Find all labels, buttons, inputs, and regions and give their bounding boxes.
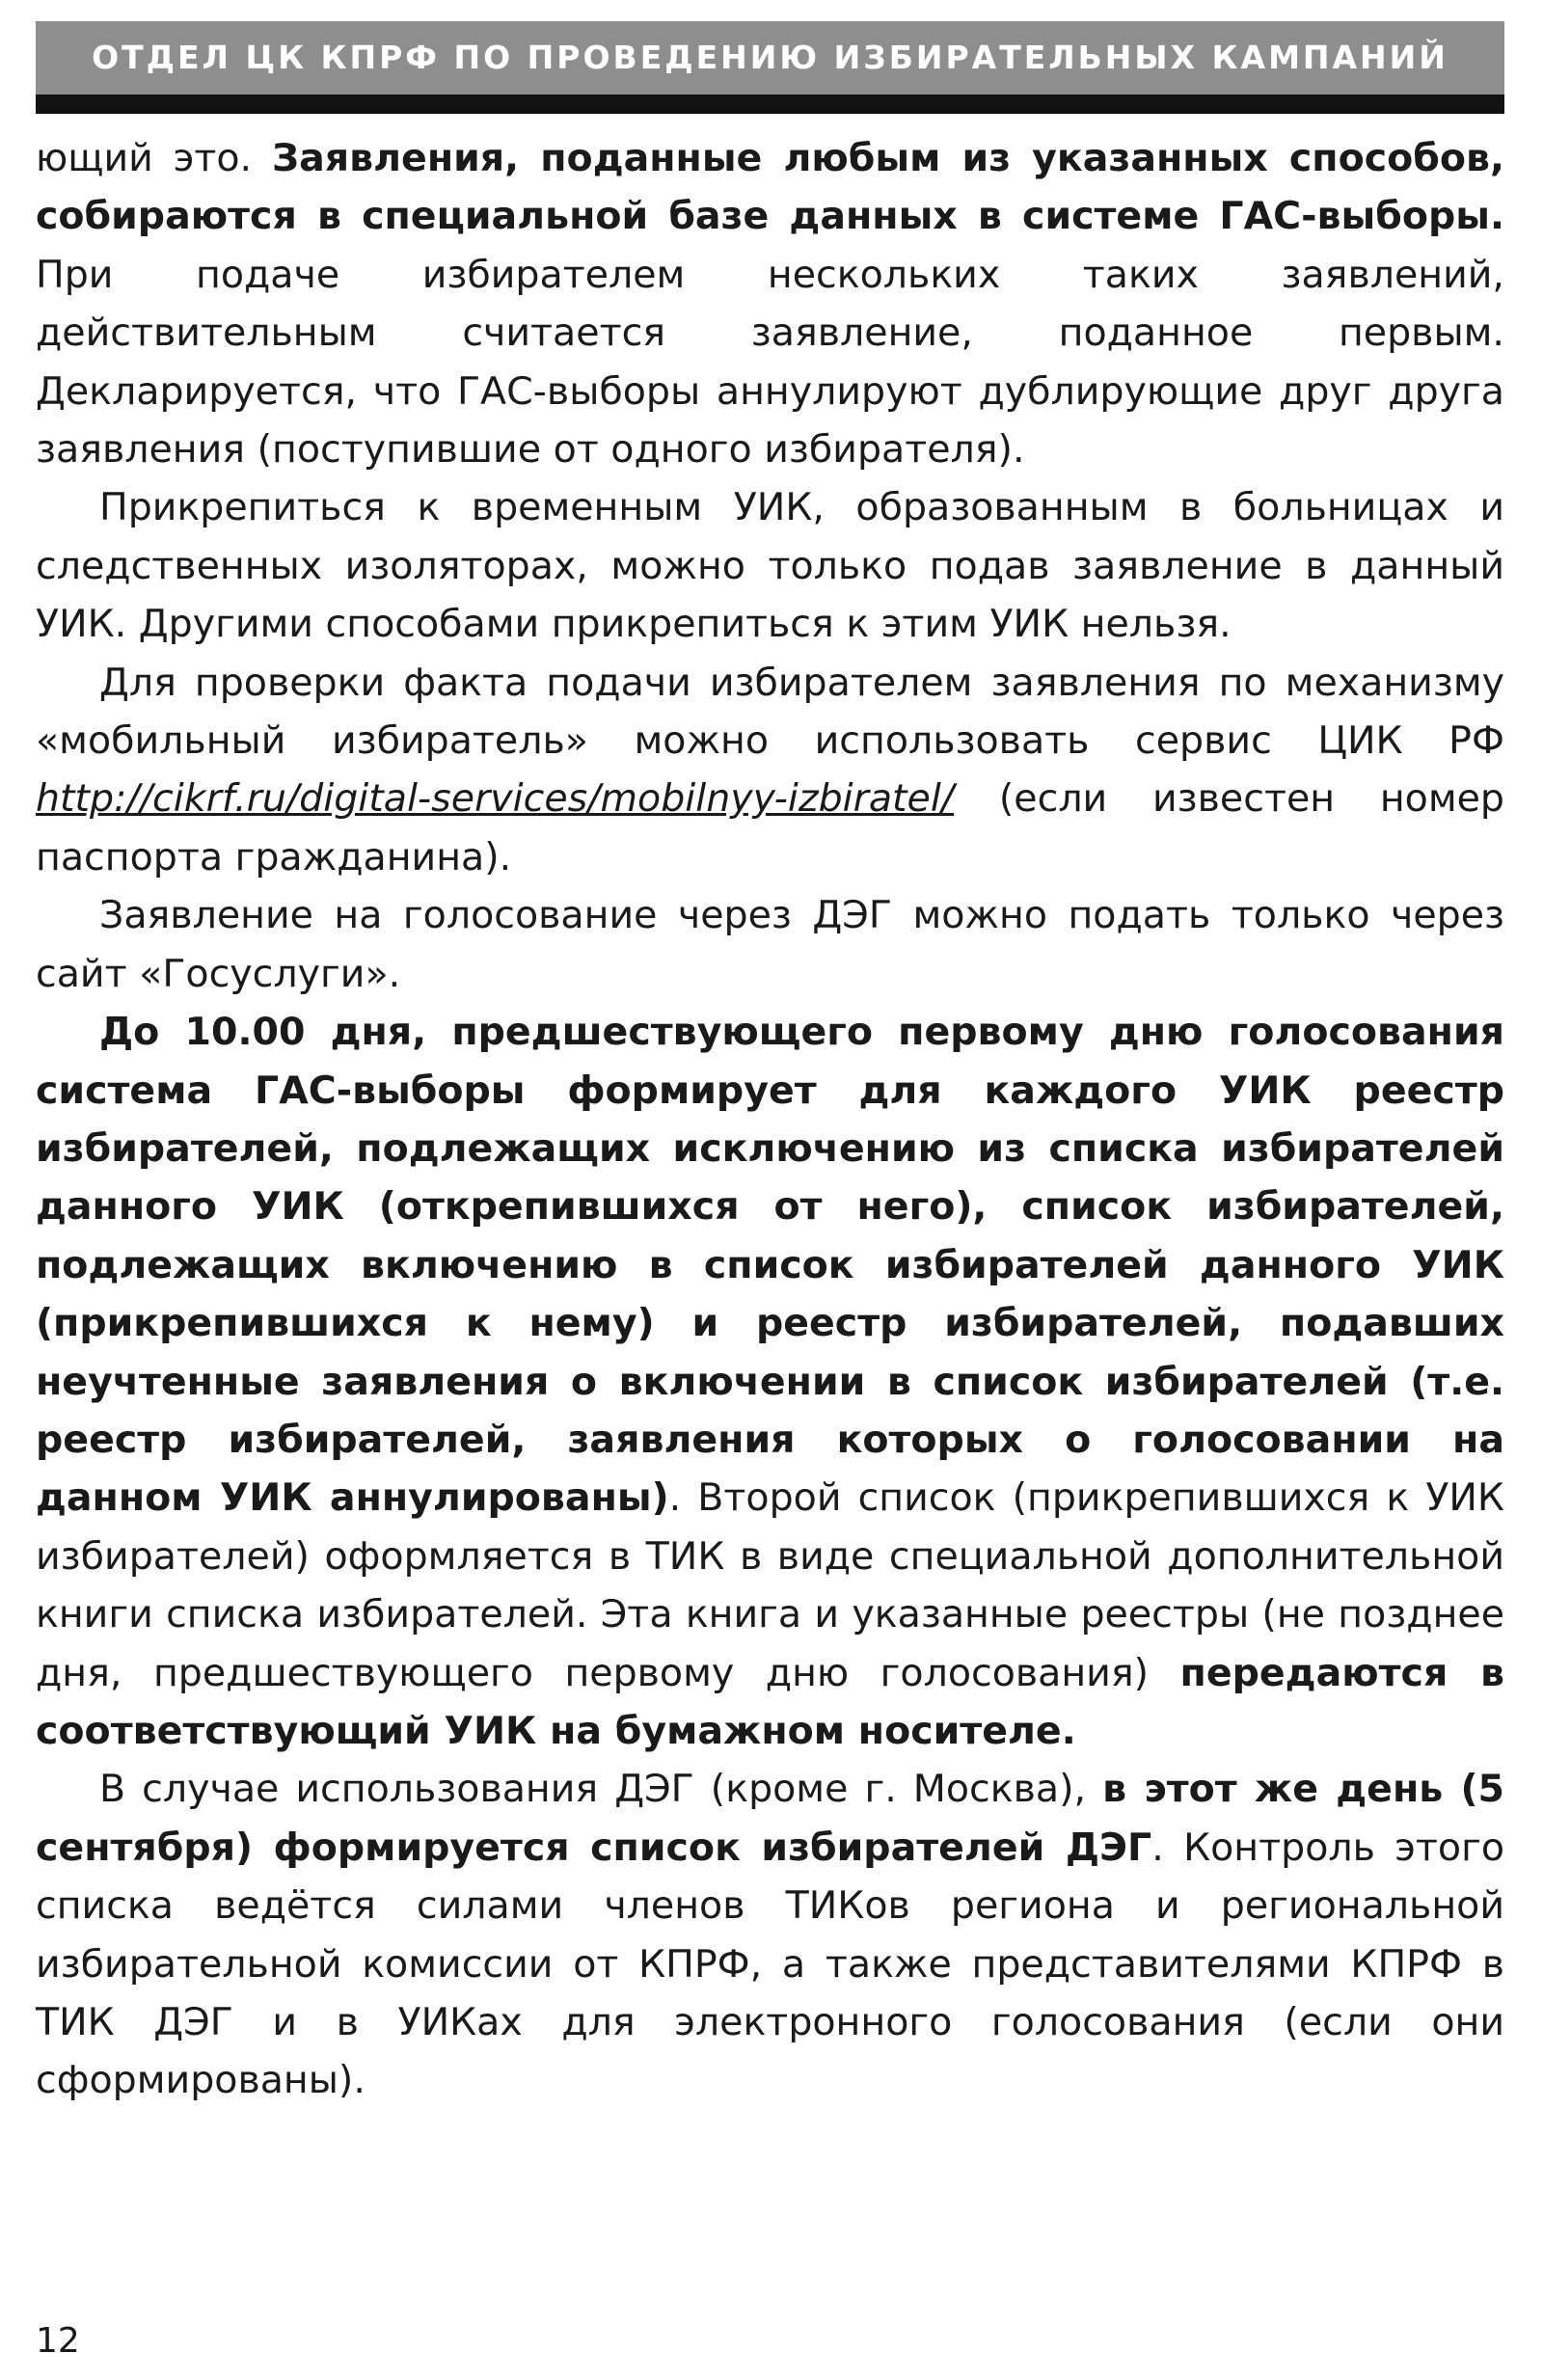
text-run: В случае использования ДЭГ (кроме г. Москва), (99, 1767, 1103, 1812)
bold-run: передаются в соответствующий УИК на бумажном носителе. (36, 1650, 1504, 1753)
text-run: Прикрепиться к временным УИК, образованным в больницах и следственных изоляторах, можно только подав заявление в данный УИК. Другими способами прикрепиться к этим УИК нельзя. (36, 485, 1504, 647)
text-run: . Контроль этого списка ведётся силами членов ТИКов региона и региональной избирательной комиссии от КПРФ, а также представителями КПРФ в ТИК ДЭГ и в УИКах для электронного голосования (если они сформированы). (36, 1825, 1504, 2103)
running-header (36, 21, 1504, 114)
text-run: (если известен номер паспорта гражданина). (36, 776, 1504, 879)
cik-service-link[interactable]: http://cikrf.ru/digital-services/mobilnyy-izbiratel/ (36, 776, 955, 822)
bold-run: Заявления, поданные любым из указанных способов, собираются в специальной базе данных в системе ГАС-выборы. (36, 136, 1504, 239)
paragraph-5 (36, 1003, 1504, 1760)
text-run: ющий это. (36, 136, 273, 180)
bold-run: До 10.00 дня, предшествующего первому дню голосования система ГАС-выборы формирует для каждого УИК реестр избирателей, подлежащих исключению из списка избирателей данного УИК (открепившихся от него), список избирателей, подлежащих включению в список избирателей данного УИК (прикрепившихся к нему) и реестр избирателей, подавших неучтенные заявления о включении в список избирателей (т.е. реестр избирателей, заявления которых о голосовании на данном УИК аннулированы) (36, 1010, 1504, 1521)
page-number: 12 (36, 2321, 80, 2361)
paragraph-1 (36, 129, 1504, 478)
page-body (36, 129, 1504, 2110)
text-run: Для проверки факта подачи избирателем заявления по механизму «мобильный избиратель» можно использовать сервис ЦИК РФ (36, 660, 1504, 764)
paragraph-6 (36, 1760, 1504, 2109)
paragraph-4 (36, 886, 1504, 1003)
bold-run: в этот же день (5 сентября) формируется список избирателей ДЭГ (36, 1767, 1505, 1870)
text-run: Заявление на голосование через ДЭГ можно подать только через сайт «Госуслуги». (36, 893, 1504, 996)
paragraph-3 (36, 654, 1504, 887)
header-title: ОТДЕЛ ЦК КПРФ ПО ПРОВЕДЕНИЮ ИЗБИРАТЕЛЬНЫХ КАМПАНИЙ (92, 39, 1448, 76)
paragraph-2 (36, 478, 1504, 653)
text-run: . Второй список (прикрепившихся к УИК избирателей) оформляется в ТИК в виде специальной дополнительной книги списка избирателей. Эта книга и указанные реестры (не позднее дня, предшествующего первому дню голосования) (36, 1475, 1504, 1695)
text-run: При подаче избирателем нескольких таких заявлений, действительным считается заявление, поданное первым. Декларируется, что ГАС-выборы аннулируют дублирующие друг друга заявления (поступившие от одного избирателя). (36, 252, 1504, 473)
